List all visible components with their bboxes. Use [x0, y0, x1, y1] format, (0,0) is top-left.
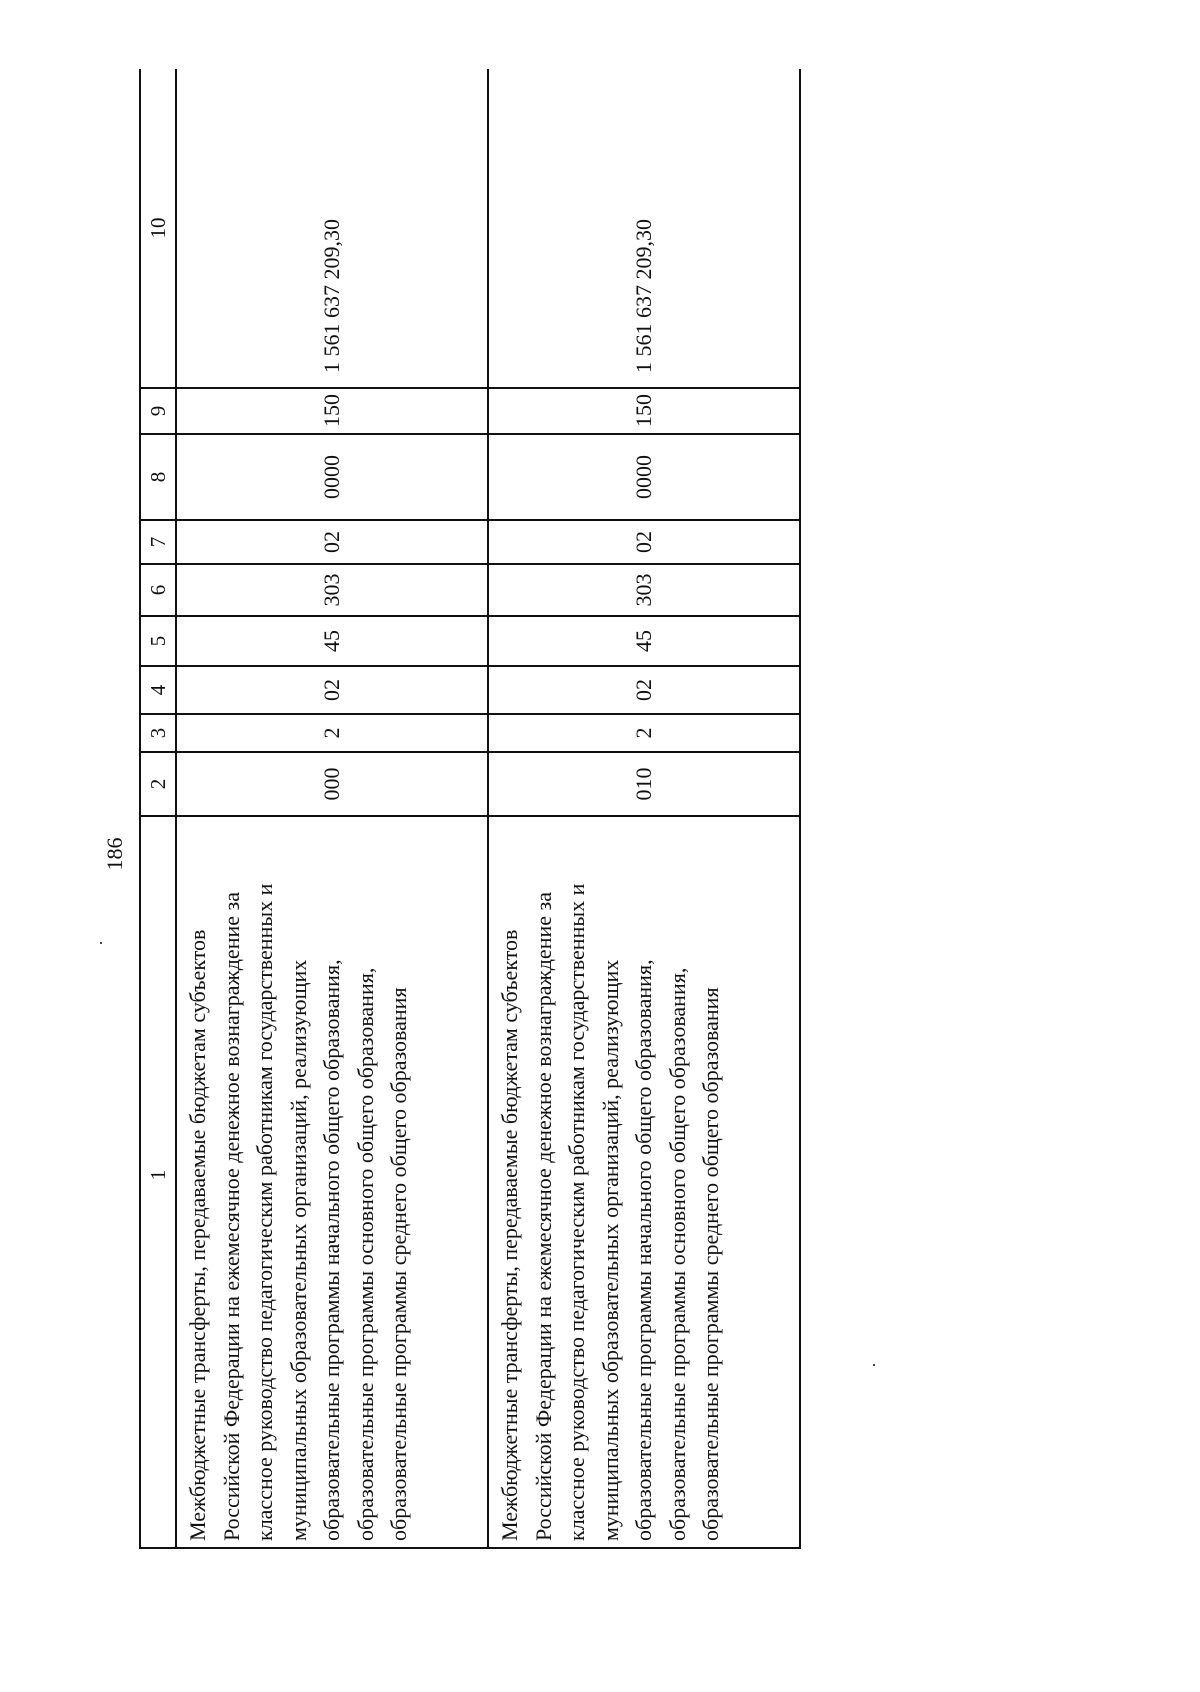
cell-col6: 303	[176, 564, 488, 616]
page-number: 186	[102, 837, 127, 871]
column-header: 6	[140, 564, 176, 616]
table-row	[488, 69, 800, 1548]
rotated-table-area	[139, 69, 801, 1549]
cell-col7: 02	[176, 520, 488, 564]
column-header: 3	[140, 714, 176, 752]
cell-col5: 45	[488, 616, 800, 666]
scan-speck	[873, 1364, 875, 1366]
column-header: 4	[140, 666, 176, 714]
column-header: 9	[140, 388, 176, 434]
column-header: 10	[140, 69, 176, 388]
cell-col6: 303	[488, 564, 800, 616]
table-row	[176, 69, 488, 1548]
cell-col9: 150	[488, 388, 800, 434]
table-wrapper	[139, 69, 801, 1549]
cell-col8: 0000	[176, 434, 488, 520]
row-description: Межбюджетные трансферты, передаваемые бюджетам субъектов Российской Федерации на ежемесячное денежное вознаграждение за классное руководство педагогическим работникам государственных и муниципальных образовательных организаций, реализующих образовательные программы начального общего образования, образовательные программы основного общего образования, образовательные программы среднего общего образования	[488, 816, 800, 1548]
cell-col4: 02	[488, 666, 800, 714]
cell-amount: 1 561 637 209,30	[176, 69, 488, 388]
cell-col2: 010	[488, 752, 800, 816]
cell-amount: 1 561 637 209,30	[488, 69, 800, 388]
cell-col4: 02	[176, 666, 488, 714]
scan-speck	[100, 942, 102, 944]
cell-col9: 150	[176, 388, 488, 434]
cell-col8: 0000	[488, 434, 800, 520]
cell-col3: 2	[488, 714, 800, 752]
column-header: 1	[140, 816, 176, 1548]
cell-col2: 000	[176, 752, 488, 816]
column-header: 8	[140, 434, 176, 520]
column-header: 7	[140, 520, 176, 564]
cell-col5: 45	[176, 616, 488, 666]
row-description: Межбюджетные трансферты, передаваемые бюджетам субъектов Российской Федерации на ежемесячное денежное вознаграждение за классное руководство педагогическим работникам государственных и муниципальных образовательных организаций, реализующих образовательные программы начального общего образования, образовательные программы основного общего образования, образовательные программы среднего общего образования	[176, 816, 488, 1548]
header-row	[140, 69, 176, 1548]
budget-table	[139, 69, 801, 1549]
column-header: 5	[140, 616, 176, 666]
cell-col7: 02	[488, 520, 800, 564]
column-header: 2	[140, 752, 176, 816]
cell-col3: 2	[176, 714, 488, 752]
